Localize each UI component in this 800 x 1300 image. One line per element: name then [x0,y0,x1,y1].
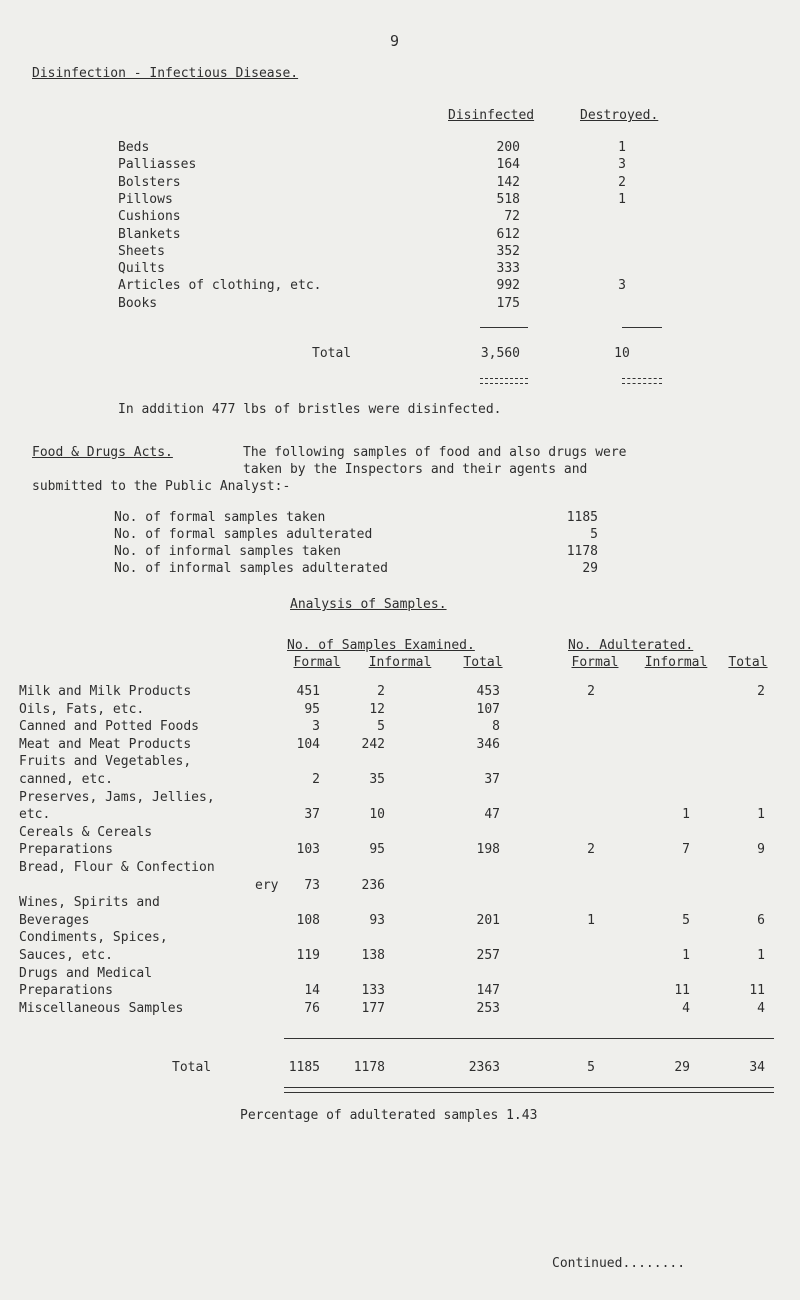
ex-informal-header: Informal [368,655,432,670]
category-label: Preparations [19,842,113,858]
category-label: Drugs and Medical [19,965,153,981]
ad-total-value: 4 [757,1000,765,1016]
ex-informal-value: 35 [369,772,385,787]
category-label: Milk and Milk Products [19,684,192,699]
category-label: Oils, Fats, etc. [19,701,145,717]
analysis-values [0,983,800,1000]
disinfection-row [0,227,800,244]
sample-stat-row [0,527,800,544]
ad-informal-value: 5 [682,912,690,928]
ex-informal-value: 10 [369,807,385,823]
analysis-values [0,772,800,789]
analysis-values [0,948,800,965]
destroyed-value: 1 [618,191,626,207]
ex-formal-header: Formal [293,655,341,670]
subtotal-rule-destroyed [622,327,662,328]
disinfection-row [0,296,800,313]
disinfection-total-disinfected: 3,560 [480,346,520,361]
ex-formal-value: 2 [312,772,320,787]
ad-total-value: 9 [757,842,765,858]
ex-total-value: 8 [492,719,500,735]
page-number: 9 [390,32,400,50]
disinfected-value: 72 [504,209,520,225]
item-label: Sheets [118,243,165,259]
bristles-note: In addition 477 lbs of bristles were disinfected. [118,402,502,417]
disinfection-total-destroyed: 10 [614,346,630,361]
item-label: Palliasses [118,157,197,173]
ex-total-value: 47 [484,807,500,823]
destroyed-value: 3 [618,278,626,294]
stat-value: 1185 [566,510,598,525]
stat-label: No. of informal samples adulterated [114,561,388,576]
ad-informal-header: Informal [644,655,708,670]
ex-informal-value: 93 [369,912,385,928]
ex-formal-value: 95 [304,701,320,717]
disinfection-row [0,261,800,278]
total-ex-formal: 1185 [288,1060,320,1075]
stat-value: 1178 [566,544,598,559]
ex-formal-value: 103 [296,842,320,858]
col-destroyed-header: Destroyed. [580,108,659,123]
category-label: canned, etc. [19,772,113,787]
disinfected-value: 164 [496,157,520,173]
stat-value: 29 [582,561,598,576]
col-disinfected-header: Disinfected [448,108,535,123]
subtotal-rule-disinfected [480,327,528,328]
category-label: Sauces, etc. [19,948,113,963]
ex-formal-value: 76 [304,1000,320,1016]
total-ad-informal: 29 [674,1060,690,1075]
sample-stat-row [0,561,800,578]
disinfected-value: 992 [496,278,520,294]
disinfection-row [0,244,800,261]
ex-total-value: 253 [476,1000,500,1016]
ex-formal-value: 14 [304,983,320,999]
category-label: etc. [19,807,51,823]
sample-stat-row [0,510,800,527]
ad-total-value: 1 [757,807,765,823]
total-rule-disinfected [480,378,528,384]
sample-stat-row [0,544,800,561]
disinfection-heading: Disinfection - Infectious Disease. [32,66,299,81]
stat-label: No. of formal samples taken [114,510,326,525]
ex-informal-value: 242 [361,736,385,752]
item-label: Articles of clothing, etc. [118,278,322,294]
destroyed-value: 3 [618,157,626,173]
disinfected-value: 142 [496,174,520,190]
category-label: Preserves, Jams, Jellies, [19,789,215,805]
ex-formal-value: 104 [296,736,320,752]
ex-total-value: 147 [476,983,500,999]
disinfected-value: 333 [496,261,520,277]
stat-label: No. of informal samples taken [114,544,341,559]
category-label: Bread, Flour & Confection [19,860,215,875]
destroyed-value: 1 [618,140,626,155]
total-rule-destroyed [622,378,662,384]
analysis-total-rule [284,1087,774,1093]
category-label: Miscellaneous Samples [19,1000,184,1016]
analysis-total-label: Total [172,1060,212,1075]
ad-total-value: 6 [757,912,765,928]
ex-total-value: 198 [476,842,500,858]
disinfection-row [0,175,800,192]
item-label: Books [118,295,158,311]
disinfection-row [0,209,800,226]
ad-total-value: 11 [749,983,765,999]
category-label: Cereals & Cereals [19,824,153,840]
ex-formal-value: 119 [296,948,320,963]
food-drugs-heading: Food & Drugs Acts. [32,445,173,460]
percentage-note: Percentage of adulterated samples 1.43 [240,1108,538,1123]
ex-total-value: 453 [476,684,500,699]
group-examined-header: No. of Samples Examined. [287,638,475,653]
category-label: ery [255,877,279,893]
analysis-values [0,737,800,754]
stat-value: 5 [590,527,598,542]
ex-formal-value: 3 [312,719,320,735]
ad-informal-value: 4 [682,1000,690,1016]
disinfected-value: 518 [496,191,520,207]
item-label: Bolsters [118,174,181,190]
ex-total-value: 257 [476,948,500,963]
disinfected-value: 175 [496,295,520,311]
destroyed-value: 2 [618,174,626,190]
analysis-values [0,719,800,736]
ad-formal-value: 2 [587,684,595,699]
item-label: Beds [118,140,150,155]
ad-total-value: 1 [757,948,765,963]
ex-formal-value: 451 [296,684,320,699]
ex-informal-value: 138 [361,948,385,963]
ad-informal-value: 1 [682,948,690,963]
disinfection-row [0,157,800,174]
disinfected-value: 352 [496,243,520,259]
disinfection-row [0,140,800,157]
ex-informal-value: 5 [377,719,385,735]
stat-label: No. of formal samples adulterated [114,527,373,542]
ex-formal-value: 73 [304,877,320,893]
ad-formal-value: 2 [587,842,595,858]
category-label: Wines, Spirits and [19,895,160,911]
ad-formal-value: 1 [587,912,595,928]
ad-formal-header: Formal [571,655,619,670]
total-ex-total: 2363 [468,1060,500,1075]
ex-total-value: 201 [476,912,500,928]
item-label: Pillows [118,191,173,207]
analysis-values [0,684,800,701]
item-label: Cushions [118,209,181,225]
analysis-values [0,913,800,930]
category-label: Fruits and Vegetables, [19,754,192,770]
category-label: Condiments, Spices, [19,930,168,946]
ex-informal-value: 2 [377,684,385,699]
food-drugs-intro-line2: taken by the Inspectors and their agents and [243,462,588,477]
ex-informal-value: 12 [369,701,385,717]
analysis-values [0,878,800,895]
category-label: Beverages [19,912,90,928]
ad-total-header: Total [728,655,768,670]
continued-note: Continued........ [552,1256,686,1271]
analysis-heading: Analysis of Samples. [290,597,447,612]
category-label: Meat and Meat Products [19,736,192,752]
ad-informal-value: 1 [682,807,690,823]
total-ad-total: 34 [749,1060,765,1075]
analysis-subtotal-rule [284,1038,774,1039]
ex-formal-value: 37 [304,807,320,823]
ad-total-value: 2 [757,684,765,699]
analysis-values [0,1001,800,1018]
group-adulterated-header: No. Adulterated. [568,638,694,653]
disinfected-value: 612 [496,226,520,242]
analysis-values [0,807,800,824]
ex-informal-value: 95 [369,842,385,858]
ad-informal-value: 7 [682,842,690,858]
analysis-values [0,842,800,859]
item-label: Quilts [118,261,165,277]
item-label: Blankets [118,226,181,242]
analysis-values [0,702,800,719]
disinfected-value: 200 [496,140,520,155]
ad-informal-value: 11 [674,983,690,999]
disinfection-total-label: Total [312,346,352,361]
food-drugs-intro-line3: submitted to the Public Analyst:- [32,479,291,494]
total-ad-formal: 5 [587,1060,595,1075]
disinfection-row [0,192,800,209]
ex-informal-value: 177 [361,1000,385,1016]
category-label: Canned and Potted Foods [19,719,200,735]
ex-informal-value: 133 [361,983,385,999]
ex-formal-value: 108 [296,912,320,928]
ex-informal-value: 236 [361,877,385,893]
category-label: Preparations [19,983,113,999]
ex-total-value: 346 [476,736,500,752]
ex-total-value: 37 [484,772,500,787]
food-drugs-intro-line1: The following samples of food and also drugs were [243,445,627,460]
ex-total-header: Total [463,655,503,670]
total-ex-informal: 1178 [353,1060,385,1075]
disinfection-row [0,278,800,295]
ex-total-value: 107 [476,701,500,717]
